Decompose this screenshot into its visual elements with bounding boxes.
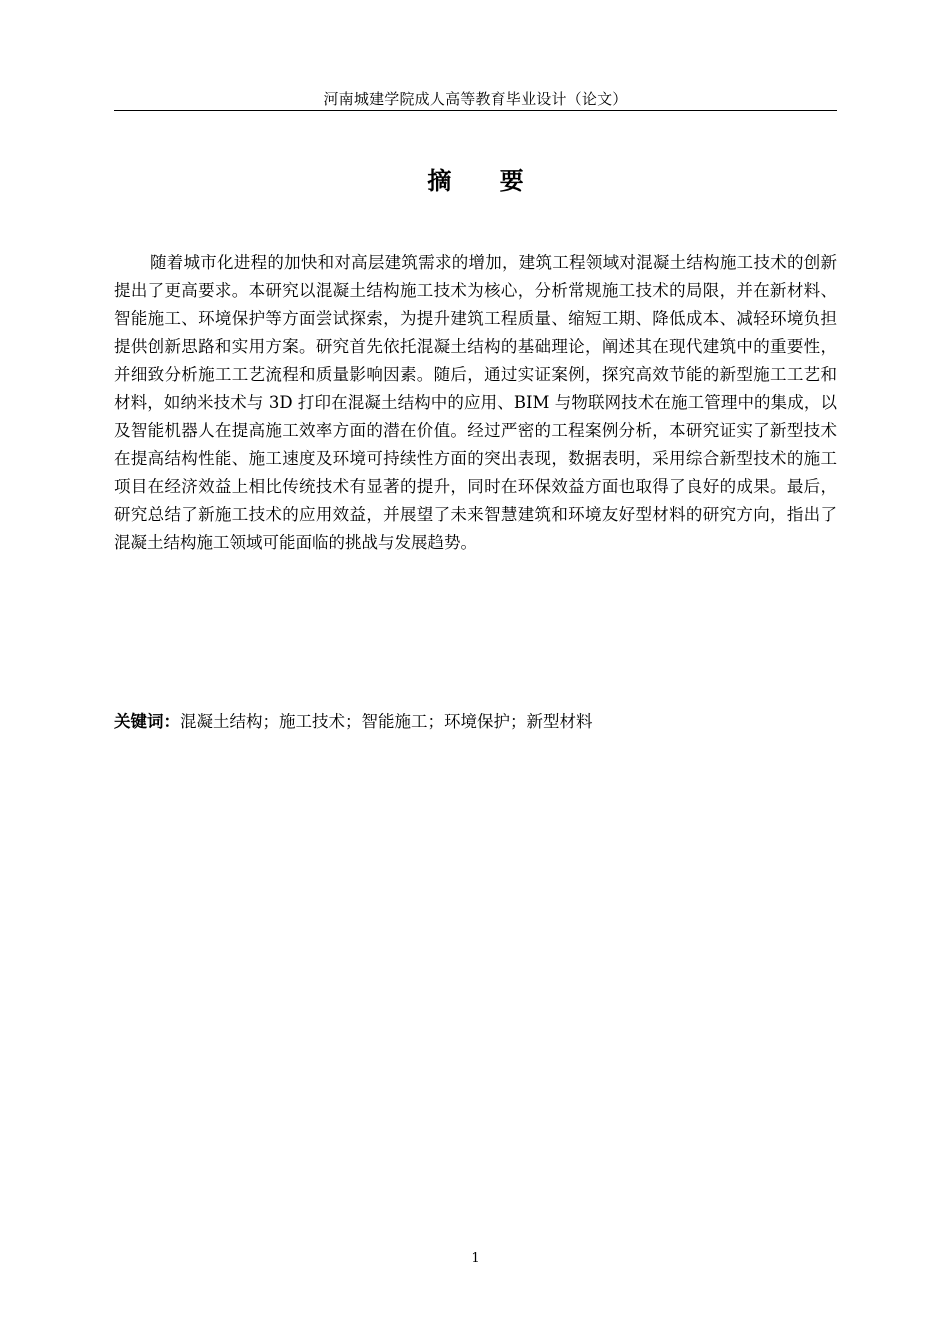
abstract-paragraph: 随着城市化进程的加快和对高层建筑需求的增加，建筑工程领域对混凝土结构施工技术的创新提出了更高要求。本研究以混凝土结构施工技术为核心，分析常规施工技术的局限，并在新材料、智能施工、环境保护等方面尝试探索，为提升建筑工程质量、缩短工期、降低成本、减轻环境负担提供创新思路和实用方案。研究首先依托混凝土结构的基础理论，阐述其在现代建筑中的重要性，并细致分析施工工艺流程和质量影响因素。随后，通过实证案例，探究高效节能的新型施工工艺和材料，如纳米技术与 3D 打印在混凝土结构中的应用、BIM 与物联网技术在施工管理中的集成，以及智能机器人在提高施工效率方面的潜在价值。经过严密的工程案例分析，本研究证实了新型技术在提高结构性能、施工速度及环境可持续性方面的突出表现，数据表明，采用综合新型技术的施工项目在经济效益上相比传统技术有显著的提升，同时在环保效益方面也取得了良好的成果。最后，研究总结了新施工技术的应用效益，并展望了未来智慧建筑和环境友好型材料的研究方向，指出了混凝土结构施工领域可能面临的挑战与发展趋势。 [114,253,837,552]
abstract-title: 摘 要 [427,167,544,195]
keywords-value: 混凝土结构；施工技术；智能施工；环境保护；新型材料 [180,712,593,731]
header-divider [114,110,837,111]
keywords-line [114,708,837,736]
keywords-label: 关键词： [114,712,180,731]
page-header: 河南城建学院成人高等教育毕业设计（论文） [323,90,628,108]
page-number: 1 [471,1251,480,1266]
